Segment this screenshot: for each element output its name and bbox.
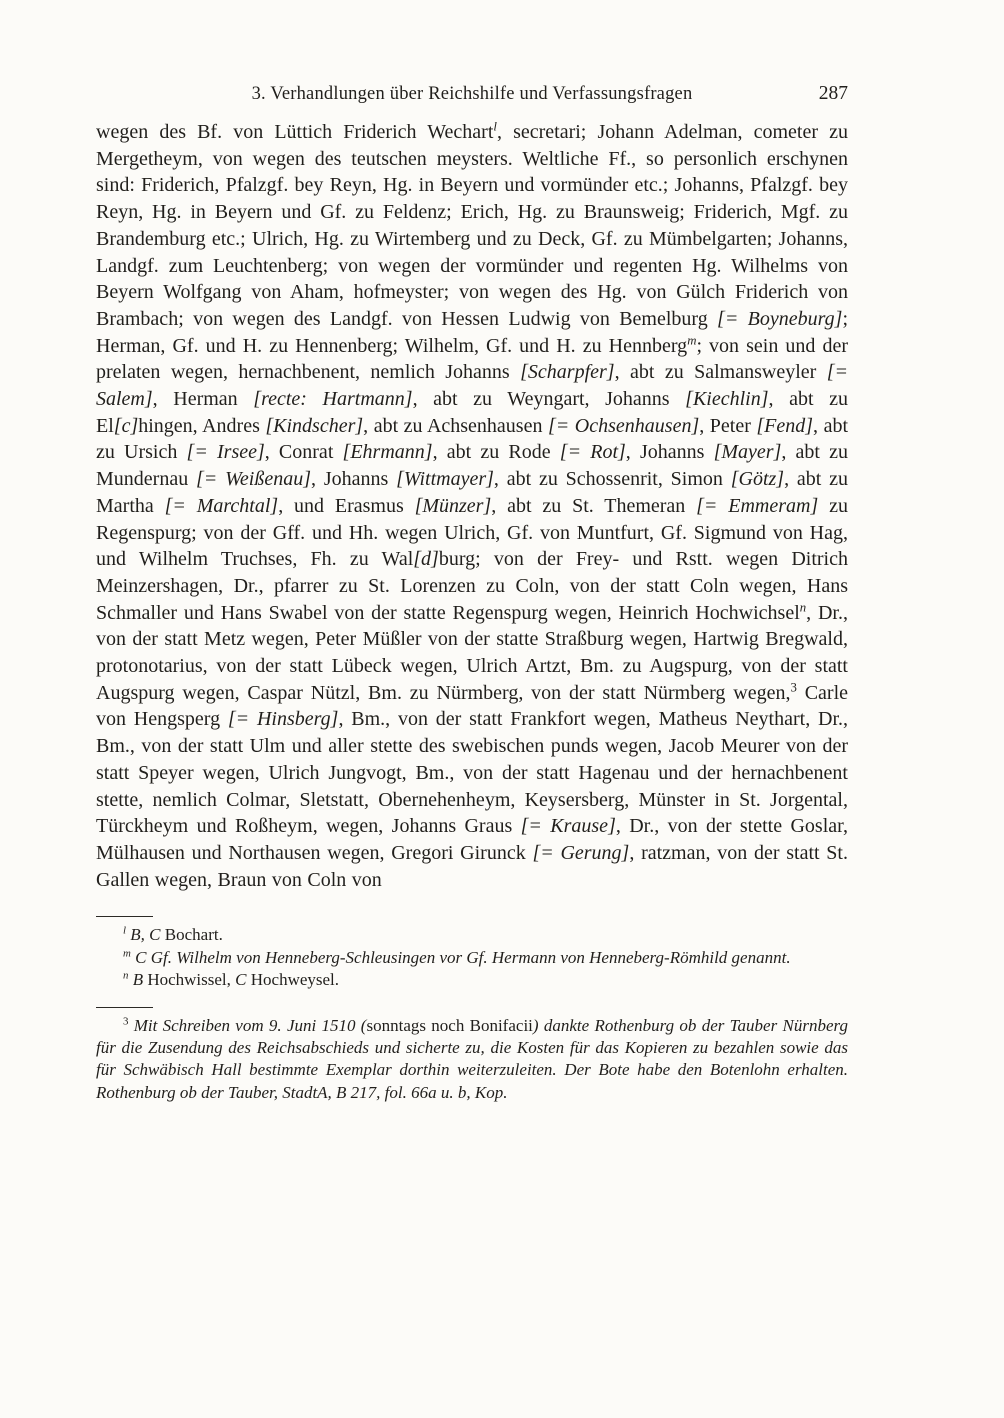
footnote-n: $^n$ B Hochwissel, C Hochweysel. — [123, 969, 340, 990]
running-header-title: 3. Verhandlungen über Reichshilfe und Verfassungsfragen — [251, 84, 693, 104]
footnote-l: $^l$ B, C Bochart. — [123, 924, 223, 945]
footnote-separator-rule — [96, 1007, 153, 1008]
running-header — [96, 82, 848, 106]
main-text-paragraph: wegen des Bf. von Lüttich Friderich Wechart$^l$, secretari; Johann Adelman, cometer zu Mergetheym, von wegen des teutschen meysters. Weltliche Ff., so personlich erschynen sind: Friderich, Pfalzgf. bey Reyn, Hg. in Beyern und vormünder etc.; Johanns, Pfalzgf. bey Reyn, Hg. in Beyern und Gf. zu Feldenz; Erich, Hg. zu Braunsweig; Friderich, Mgf. zu Brandemburg etc.; Ulrich, Hg. zu Wirtemberg und zu Deck, Gf. zu Mümbelgarten; Johanns, Landgf. zum Leuchtenberg; von wegen der vormünder und regenten Hg. Wilhelms von Beyern Wolfgang von Aham, hofmeyster; von wegen des Hg. von Gülch Friderich von Brambach; von wegen des Landgf. von Hessen Ludwig von Bemelburg [= Boyneburg]; Herman, Gf. und H. zu Hennenberg; Wilhelm, Gf. und H. zu Hennberg$^m$; von sein und der prelaten wegen, hernachbenent, nemlich Johanns [Scharpfer], abt zu Salmansweyler [= Salem], Herman [recte: Hartmann], abt zu Weyngart, Johanns [Kiechlin], abt zu El[c]hingen, Andres [Kindscher], abt zu Achsenhausen [= Ochsenhausen], Peter [Fend], abt zu Ursich [= Irsee], Conrat [Ehrmann], abt zu Rode [= Rot], Johanns [Mayer], abt zu Mundernau [= Weißenau], Johanns [Wittmayer], abt zu Schossenrit, Simon [Götz], abt zu Martha [= Marchtal], und Erasmus [Münzer], abt zu St. Themeran [= Emmeram] zu Regenspurg; von der Gff. und Hh. wegen Ulrich, Gf. von Muntfurt, Gf. Sigmund von Hag, und Wilhelm Truchses, Fh. zu Wal[d]burg; von der Frey- und Rstt. wegen Ditrich Meinzershagen, Dr., pfarrer zu St. Lorenzen zu Coln, von der statt Coln wegen, Hans Schmaller und Hans Swabel von der statte Regenspurg wegen, Heinrich Hochwichsel$^n$, Dr., von der statt Metz wegen, Peter Müßler von der statte Straßburg wegen, Hartwig Bregwald, protonotarius, von der statt Lübeck wegen, Ulrich Artzt, Bm. zu Augspurg, von der statt Augspurg wegen, Caspar Nützl, Bm. zu Nürmberg, von der statt Nürmberg wegen,$^3$ Carle von Hengsperg [= Hinsberg], Bm., von der statt Frankfort wegen, Matheus Neythart, Dr., Bm., von der statt Ulm und aller stette des swebischen punds wegen, Jacob Meurer von der statt Speyer wegen, Ulrich Jungvogt, Bm., von der statt Hagenau und der hernachbenent stette, nemlich Colmar, Sletstatt, Obernehenheym, Keysersberg, Münster in St. Jorgental, Türckheym und Roßheym, wegen, Johanns Graus [= Krause], Dr., von der stette Goslar, Mülhausen und Northausen wegen, Gregori Girunck [= Gerung], ratzman, von der statt St. Gallen wegen, Braun von Coln von — [96, 119, 849, 891]
text-column — [96, 82, 848, 1104]
footnote-m: $^m$ C Gf. Wilhelm von Henneberg-Schleusingen vor Gf. Hermann von Henneberg-Römhild genannt. — [123, 947, 791, 967]
commentary-footnotes — [96, 1007, 848, 1105]
footnote-separator-rule — [96, 916, 153, 917]
critical-apparatus-footnotes — [96, 916, 848, 991]
footnote-3: $^3$ Mit Schreiben vom 9. Juni 1510 (sonntags noch Bonifacii) dankte Rothenburg ob der Tauber Nürnberg für die Zusendung des Reichsabschieds und sicherte zu, die Kosten für das Kopieren zu bezahlen sowie das für Schwäbisch Hall bestimmte Exemplar dorthin weiterzuleiten. Der Bote habe den Botenlohn erhalten. Rothenburg ob der Tauber, StadtA, B 217, fol. 66a u. b, Kop. — [96, 1014, 848, 1102]
page-number: 287 — [818, 83, 848, 104]
